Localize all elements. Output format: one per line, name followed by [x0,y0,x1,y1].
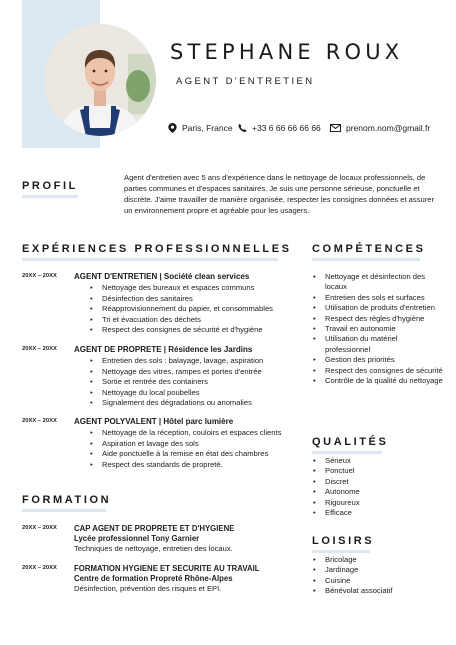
experience-tasks [102,283,273,336]
task-item: • Nettoyage de la réception, couloirs et espaces clients [102,428,281,439]
task-item: • Désinfection des sanitaires [102,294,273,305]
list-item: • Bricolage [325,555,443,565]
section-title-qualites: QUALITÉS [312,436,382,454]
experience-date: 20XX – 20XX [22,346,57,352]
location-text: Paris, France [182,123,233,133]
contact-location [168,121,233,135]
task-item: • Tri et évacuation des déchets [102,315,273,326]
task-item: • Respect des standards de propreté. [102,460,281,471]
contact-email[interactable] [330,121,430,135]
list-item: • Sérieux [325,456,443,466]
formation-date: 20XX – 20XX [22,565,57,571]
section-title-experiences: EXPÉRIENCES PROFESSIONNELLES [22,243,278,261]
competences-list [325,272,443,386]
formation-desc: Techniques de nettoyage, entretien des locaux. [74,544,233,553]
formation-date: 20XX – 20XX [22,525,57,531]
envelope-icon [330,124,341,132]
formation-school: Lycée professionnel Tony Garnier [74,534,200,543]
section-title-competences: COMPÉTENCES [312,243,420,261]
formation-desc: Désinfection, prévention des risques et EPI. [74,584,222,593]
list-item: • Discret [325,477,443,487]
list-item: • Efficace [325,508,443,518]
list-item: • Nettoyage et désinfection des locaux [325,272,443,293]
formation-school: Centre de formation Propreté Rhône-Alpes [74,574,233,583]
location-pin-icon [168,123,177,133]
task-item: • Sortie et rentrée des containers [102,377,263,388]
experience-heading: AGENT DE PROPRETE | Résidence les Jardins [74,345,253,354]
phone-text: +33 6 66 66 66 66 [252,123,321,133]
task-item: • Réapprovisionnement du papier, et consommables [102,304,273,315]
list-item: • Cuisine [325,576,443,586]
list-item: • Bénévolat associatif [325,586,443,596]
experience-date: 20XX – 20XX [22,418,57,424]
task-item: • Respect des consignes de sécurité et d'hygiène [102,325,273,336]
section-title-loisirs: LOISIRS [312,535,370,553]
list-item: • Entretien des sols et surfaces [325,293,443,303]
list-item: • Gestion des priorités [325,355,443,365]
section-title-formation: FORMATION [22,494,106,512]
job-title: AGENT D'ENTRETIEN [176,76,315,87]
list-item: • Respect des règles d'hygiène [325,314,443,324]
task-item: • Nettoyage des vitres, rampes et portes d'entrée [102,367,263,378]
section-title-profil: PROFIL [22,180,78,198]
list-item: • Utilisation de produits d'entretien [325,303,443,313]
experience-tasks [102,428,281,470]
profil-text: Agent d'entretien avec 5 ans d'expérience dans le nettoyage de locaux professionnels, de parties communes et d'espaces sanitaires. Je suis une personne sérieuse, ponctuelle et discrète. J'aime travailler de manière organisée, respecter les consignes données et assurer un environnement propre et agréable pour les usagers. [124,173,434,215]
task-item: • Signalement des dégradations ou anomalies [102,398,263,409]
task-item: • Nettoyage des bureaux et espaces communs [102,283,273,294]
task-item: • Entretien des sols : balayage, lavage, aspiration [102,356,263,367]
phone-icon [238,123,247,133]
email-text[interactable]: prenom.nom@gmail.fr [346,123,431,133]
task-item: • Nettoyage du local poubelles [102,388,263,399]
list-item: • Travail en autonomie [325,324,443,334]
experience-tasks [102,356,263,409]
loisirs-list [325,555,443,597]
list-item: • Contrôle de la qualité du nettoyage [325,376,443,386]
experience-heading: AGENT POLYVALENT | Hôtel parc lumière [74,417,234,426]
list-item: • Rigoureux [325,498,443,508]
experience-heading: AGENT D'ENTRETIEN | Société clean services [74,272,250,281]
task-item: • Aide ponctuelle à la remise en état des chambres [102,449,281,460]
list-item: • Ponctuel [325,466,443,476]
list-item: • Respect des consignes de sécurité [325,366,443,376]
person-photo [44,24,156,136]
contact-phone [238,121,321,135]
formation-heading: FORMATION HYGIENE ET SECURITE AU TRAVAIL [74,564,260,573]
task-item: • Aspiration et lavage des sols [102,439,281,450]
list-item: • Jardinage [325,565,443,575]
formation-heading: CAP AGENT DE PROPRETE ET D'HYGIENE [74,524,235,533]
experience-date: 20XX – 20XX [22,273,57,279]
list-item: • Utilisation du matériel professionnel [325,334,443,355]
person-photo-icon [44,24,156,136]
list-item: • Autonome [325,487,443,497]
candidate-name: STEPHANE ROUX [170,40,404,64]
qualites-list [325,456,443,518]
